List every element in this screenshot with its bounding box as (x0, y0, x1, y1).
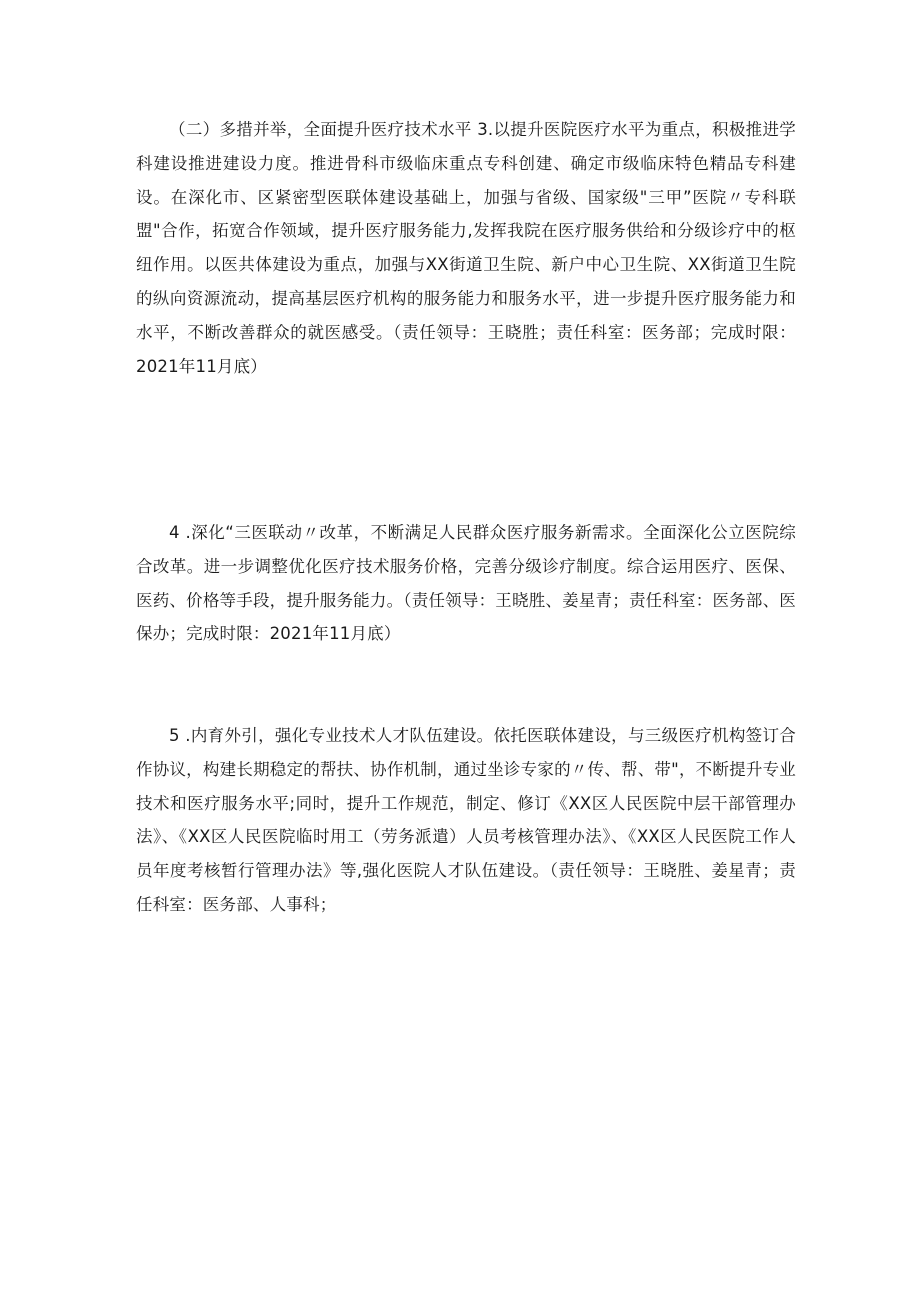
paragraph-item-4: 4 .深化“三医联动〃改革，不断满足人民群众医疗服务新需求。全面深化公立医院综合改革。进一步调整优化医疗技术服务价格，完善分级诊疗制度。综合运用医疗、医保、医药、价格等手段，提升服务能力。（责任领导：王晓胜、姜星青；责任科室：医务部、医保办；完成时限：2021年11月底） (136, 523, 796, 644)
paragraph-item-5: 5 .内育外引，强化专业技术人才队伍建设。依托医联体建设，与三级医疗机构签订合作协议，构建长期稳定的帮扶、协作机制，通过坐诊专家的〃传、帮、带"，不断提升专业技术和医疗服务水平;同时，提升工作规范，制定、修订《XX区人民医院中层干部管理办法》、《XX区人民医院临时用工（劳务派遣）人员考核管理办法》、《XX区人民医院工作人员年度考核暂行管理办法》等,强化医院人才队伍建设。（责任领导：王晓胜、姜星青；责任科室：医务部、人事科； (136, 726, 796, 914)
paragraph-section-2-item-3: （二）多措并举，全面提升医疗技术水平 3.以提升医院医疗水平为重点，积极推进学科建设推进建设力度。推进骨科市级临床重点专科创建、确定市级临床特色精品专科建设。在深化市、区紧密型医联体建设基础上，加强与省级、国家级"三甲”医院〃专科联盟"合作，拓宽合作领域，提升医疗服务能力,发挥我院在医疗服务供给和分级诊疗中的枢纽作用。以医共体建设为重点，加强与XX街道卫生院、新户中心卫生院、XX街道卫生院的纵向资源流动，提高基层医疗机构的服务能力和服务水平，进一步提升医疗服务能力和水平，不断改善群众的就医感受。（责任领导：王晓胜；责任科室：医务部；完成时限：2021年11月底） (136, 120, 796, 376)
